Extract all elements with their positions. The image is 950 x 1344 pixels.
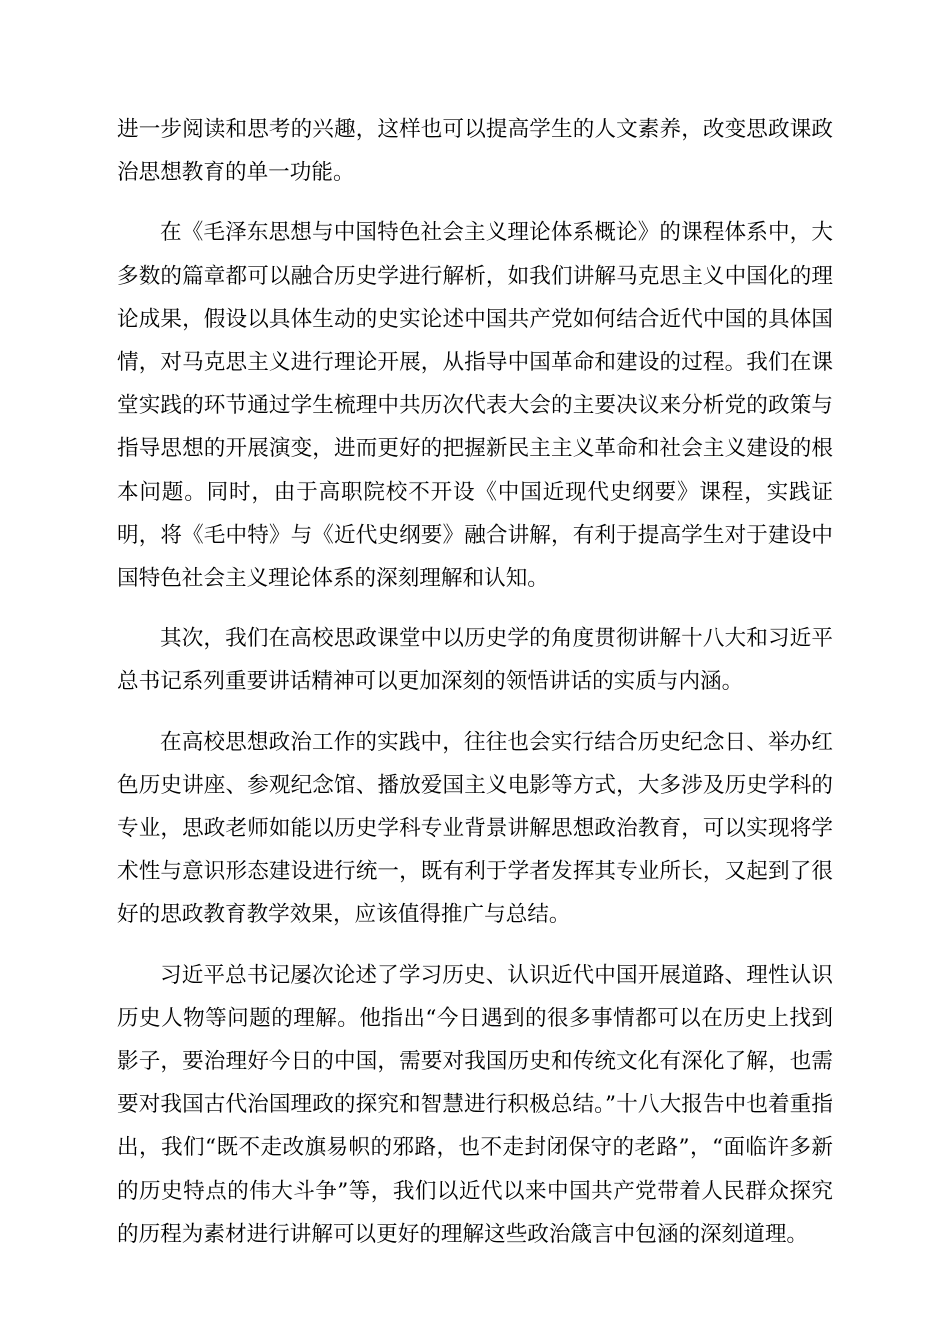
paragraph-continuation: 进一步阅读和思考的兴趣，这样也可以提高学生的人文素养，改变思政课政治思想教育的单一功能。 (117, 117, 833, 186)
paragraph-mao-course: 在《毛泽东思想与中国特色社会主义理论体系概论》的课程体系中，大多数的篇章都可以融合历史学进行解析，如我们讲解马克思主义中国化的理论成果，假设以具体生动的史实论述中国共产党如何结合近代中国的具体国情，对马克思主义进行理论开展，从指导中国革命和建设的过程。我们在课堂实践的环节通过学生梳理中共历次代表大会的主要决议来分析党的政策与指导思想的开展演变，进而更好的把握新民主主义革命和社会主义建设的根本问题。同时，由于高职院校不开设《中国近现代史纲要》课程，实践证明，将《毛中特》与《近代史纲要》融合讲解，有利于提高学生对于建设中国特色社会主义理论体系的深刻理解和认知。 (117, 220, 833, 592)
paragraph-xi-history: 习近平总书记屡次论述了学习历史、认识近代中国开展道路、理性认识历史人物等问题的理解。他指出“今日遇到的很多事情都可以在历史上找到影子，要治理好今日的中国，需要对我国历史和传统文化有深化了解，也需要对我国古代治国理政的探究和智慧进行积极总结。”十八大报告中也着重指出，我们“既不走改旗易帜的邪路，也不走封闭保守的老路”，“面临许多新的历史特点的伟大斗争”等，我们以近代以来中国共产党带着人民群众探究的历程为素材进行讲解可以更好的理解这些政治箴言中包涵的深刻道理。 (117, 962, 833, 1247)
document-body (117, 108, 833, 1273)
paragraph-practice: 在高校思想政治工作的实践中，往往也会实行结合历史纪念日、举办红色历史讲座、参观纪念馆、播放爱国主义电影等方式，大多涉及历史学科的专业，思政老师如能以历史学科专业背景讲解思想政治教育，可以实现将学术性与意识形态建设进行统一，既有利于学者发挥其专业所长，又起到了很好的思政教育教学效果，应该值得推广与总结。 (117, 729, 833, 928)
paragraph-second-point: 其次，我们在高校思政课堂中以历史学的角度贯彻讲解十八大和习近平总书记系列重要讲话精神可以更加深刻的领悟讲话的实质与内涵。 (117, 626, 833, 695)
